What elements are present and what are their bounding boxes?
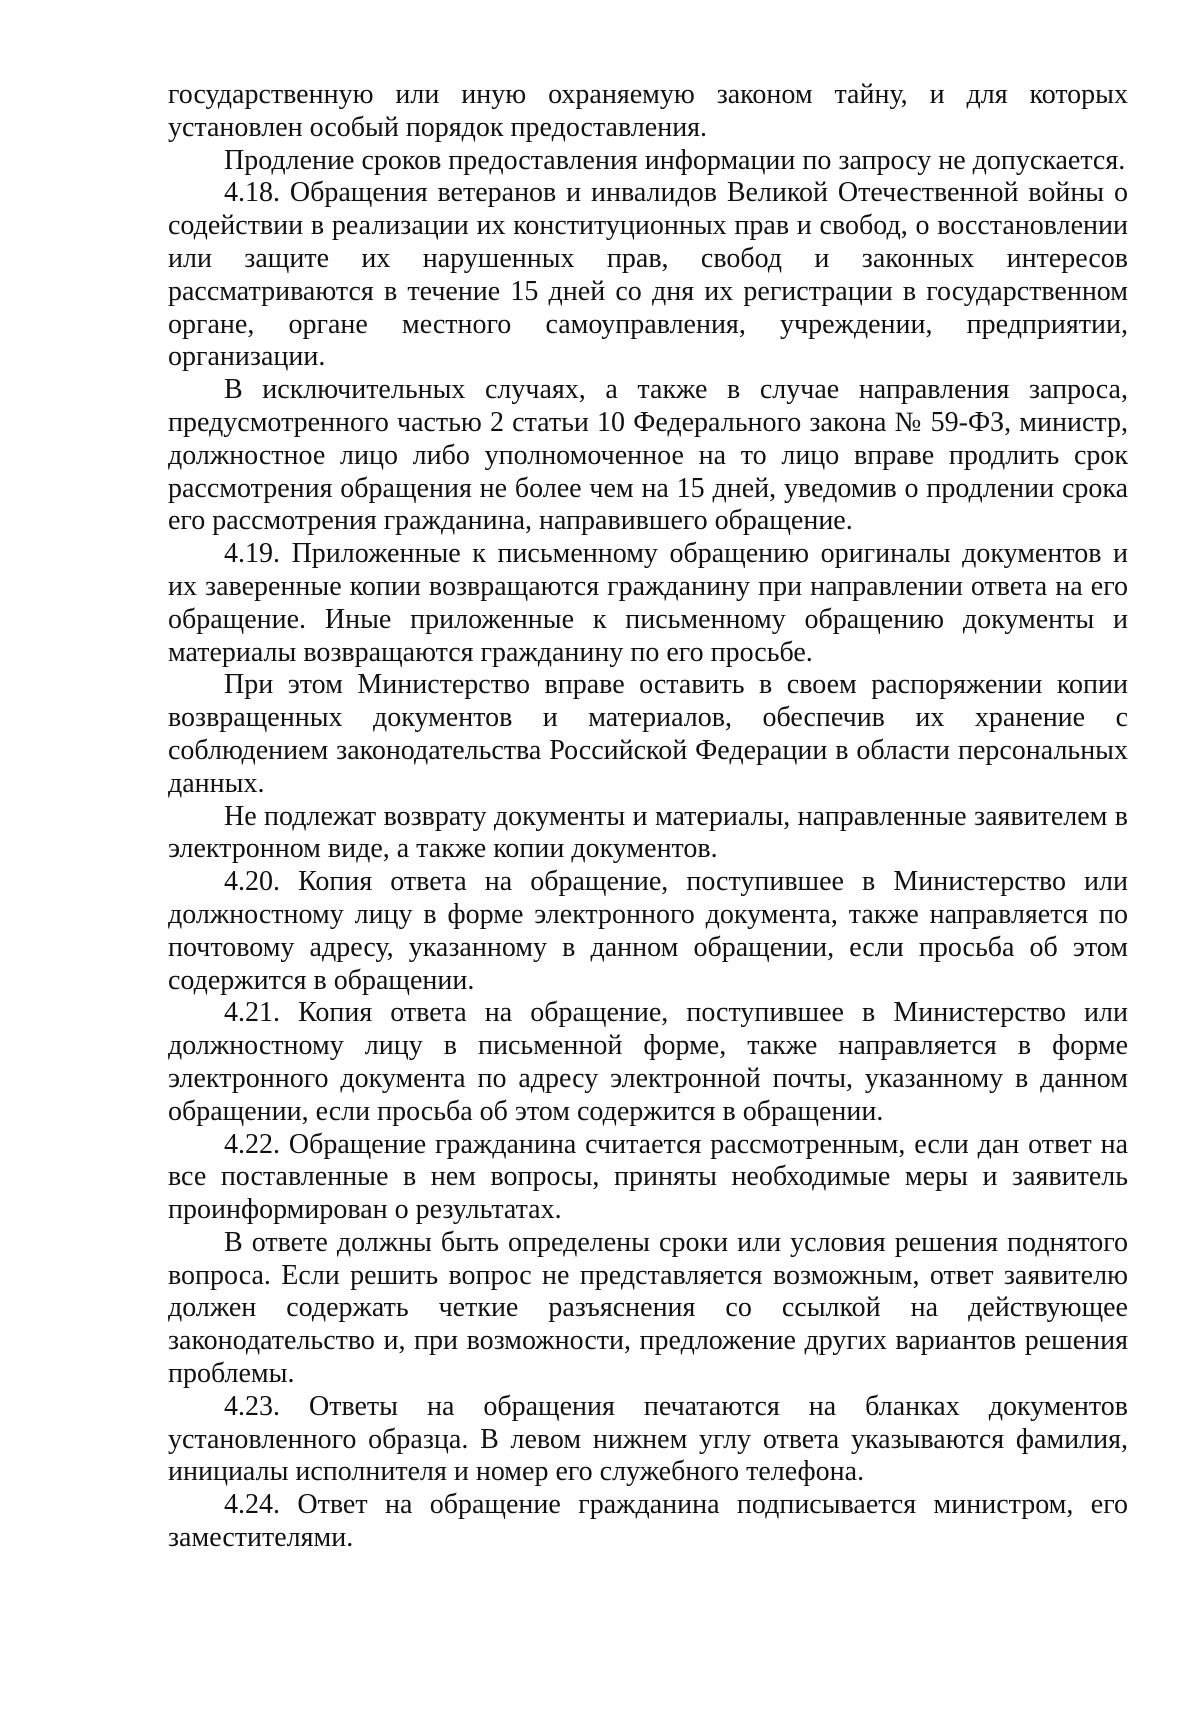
paragraph-4-23: 4.23. Ответы на обращения печатаются на бланках документов установленного образца. В левом нижнем углу ответа указываются фамилия, инициалы исполнителя и номер его служебного телефона.	[168, 1390, 1128, 1488]
paragraph-copies-retention: При этом Министерство вправе оставить в своем распоряжении копии возвращенных документов и материалов, обеспечив их хранение с соблюдением законодательства Российской Федерации в области персональных данных.	[168, 669, 1128, 799]
paragraph-not-returned: Не подлежат возврату документы и материалы, направленные заявителем в электронном виде, а также копии документов.	[168, 800, 1128, 865]
paragraph-4-24: 4.24. Ответ на обращение гражданина подписывается министром, его заместителями.	[168, 1489, 1128, 1554]
paragraph-4-20: 4.20. Копия ответа на обращение, поступившее в Министерство или должностному лицу в форме электронного документа, также направляется по почтовому адресу, указанному в данном обращении, если просьба об этом содержится в обращении.	[168, 866, 1128, 996]
paragraph-answer-requirements: В ответе должны быть определены сроки или условия решения поднятого вопроса. Если решить вопрос не представляется возможным, ответ заявителю должен содержать четкие разъяснения со ссылкой на действующее законодательство и, при возможности, предложение других вариантов решения проблемы.	[168, 1226, 1128, 1390]
paragraph-extension-prohibited: Продление сроков предоставления информации по запросу не допускается.	[224, 144, 1126, 176]
paragraph-4-19: 4.19. Приложенные к письменному обращению оригиналы документов и их заверенные копии возвращаются гражданину при направлении ответа на его обращение. Иные приложенные к письменному обращению документы и материалы возвращаются гражданину по его просьбе.	[168, 538, 1128, 668]
document-body	[168, 79, 1128, 1555]
paragraph-4-21: 4.21. Копия ответа на обращение, поступившее в Министерство или должностному лицу в письменной форме, также направляется в форме электронного документа по адресу электронной почты, указанному в данном обращении, если просьба об этом содержится в обращении.	[168, 997, 1128, 1127]
paragraph-4-18: 4.18. Обращения ветеранов и инвалидов Великой Отечественной войны о содействии в реализации их конституционных прав и свобод, о восстановлении или защите их нарушенных прав, свобод и законных интересов рассматриваются в течение 15 дней со дня их регистрации в государственном органе, органе местного самоуправления, учреждении, предприятии, организации.	[168, 177, 1128, 373]
paragraph-4-22: 4.22. Обращение гражданина считается рассмотренным, если дан ответ на все поставленные в нем вопросы, приняты необходимые меры и заявитель проинформирован о результатах.	[168, 1128, 1128, 1226]
paragraph-continuation: государственную или иную охраняемую законом тайну, и для которых установлен особый порядок предоставления.	[168, 79, 1128, 143]
paragraph-exceptional-cases: В исключительных случаях, а также в случае направления запроса, предусмотренного частью 2 статьи 10 Федерального закона № 59-ФЗ, министр, должностное лицо либо уполномоченное на то лицо вправе продлить срок рассмотрения обращения не более чем на 15 дней, уведомив о продлении срока его рассмотрения гражданина, направившего обращение.	[168, 374, 1128, 537]
